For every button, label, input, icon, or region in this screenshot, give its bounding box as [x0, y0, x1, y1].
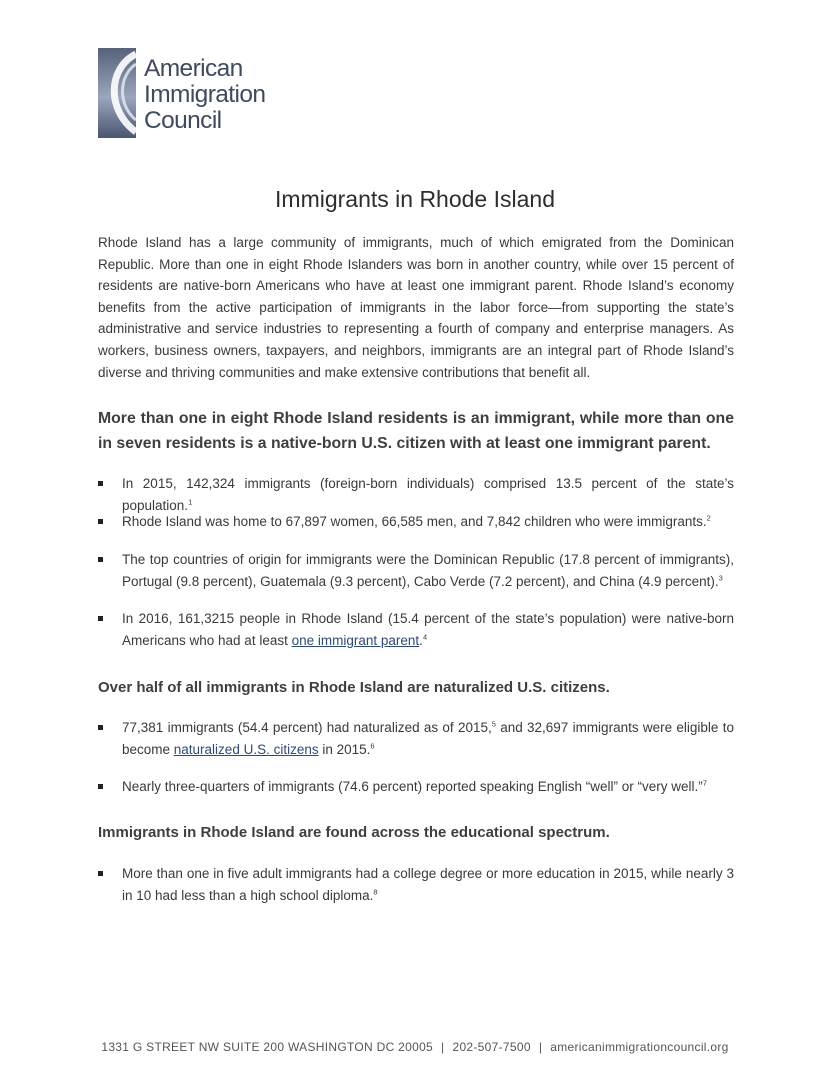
list-item — [98, 776, 734, 798]
footnote-ref[interactable]: 7 — [702, 778, 707, 788]
page-title: Immigrants in Rhode Island — [275, 186, 555, 212]
footnote-ref[interactable]: 6 — [370, 741, 375, 751]
footer-divider: | — [441, 1040, 445, 1054]
section-heading-education: Immigrants in Rhode Island are found across the educational spectrum. — [98, 824, 610, 841]
footnote-ref[interactable]: 2 — [706, 513, 711, 523]
logo-line-1: American — [144, 55, 243, 82]
footer-website-link[interactable]: americanimmigrationcouncil.org — [550, 1040, 729, 1054]
bullet-square-icon — [98, 725, 103, 730]
footer-address: 1331 G STREET NW SUITE 200 WASHINGTON DC 20005 — [101, 1040, 434, 1054]
immigrant-parent-link[interactable]: one immigrant parent — [291, 632, 420, 648]
footer-phone: 202-507-7500 — [452, 1040, 531, 1054]
bullet-square-icon — [98, 784, 103, 789]
footnote-ref[interactable]: 3 — [718, 573, 723, 583]
list-item — [98, 511, 734, 533]
logo-line-3: Council — [144, 107, 222, 134]
list-item — [98, 473, 734, 516]
page-footer — [0, 1040, 830, 1054]
bullet-square-icon — [98, 519, 103, 524]
section-heading-naturalization: Over half of all immigrants in Rhode Island are naturalized U.S. citizens. — [98, 679, 610, 696]
bullet-square-icon — [98, 557, 103, 562]
bullet-text-end: . — [419, 632, 423, 648]
list-item — [98, 717, 734, 760]
bullet-text: In 2016, 161,3215 people in Rhode Island (15.4 percent of the state’s population) were native-born Americans who had at least — [122, 611, 734, 648]
bullet-text: Rhode Island was home to 67,897 women, 66,585 men, and 7,842 children who were immigrants. — [122, 514, 707, 529]
bullet-text-mid: and 32,697 immigrants were eligible to become — [122, 720, 734, 757]
bullet-text: In 2015, 142,324 immigrants (foreign-born individuals) comprised 13.5 percent of the state’s population. — [122, 476, 734, 513]
intro-paragraph: Rhode Island has a large community of immigrants, much of which emigrated from the Dominican Republic. More than one in eight Rhode Islanders was born in another country, while over 15 percent of residents are native-born Americans who have at least one immigrant parent. Rhode Island’s economy benefits from the active participation of immigrants in the labor force—from supporting the state’s administrative and service industries to representing a fourth of company and enterprise managers. As workers, business owners, taxpayers, and neighbors, immigrants are an integral part of Rhode Island’s diverse and thriving communities and make extensive contributions that benefit all. — [98, 235, 734, 380]
list-item — [98, 863, 734, 906]
list-item — [98, 549, 734, 592]
logo-emblem-icon — [98, 48, 136, 138]
footnote-ref[interactable]: 4 — [422, 632, 428, 642]
footnote-ref[interactable]: 5 — [491, 719, 496, 729]
bullet-text: More than one in five adult immigrants had a college degree or more education in 2015, while nearly 3 in 10 had less than a high school diploma. — [122, 866, 734, 903]
footer-divider: | — [538, 1040, 543, 1054]
bullet-square-icon — [98, 616, 103, 621]
bullet-text: Nearly three-quarters of immigrants (74.6 percent) reported speaking English “well” or “very well.” — [122, 779, 703, 794]
bullet-text: 77,381 immigrants (54.4 percent) had naturalized as of 2015, — [122, 720, 492, 735]
footnote-ref[interactable]: 1 — [188, 497, 193, 507]
list-item — [98, 608, 734, 651]
logo-line-2: Immigration — [144, 81, 266, 108]
naturalized-citizens-link[interactable]: naturalized U.S. citizens — [173, 741, 319, 757]
bullet-square-icon — [98, 871, 103, 876]
aic-logo — [98, 48, 288, 138]
bullet-square-icon — [98, 481, 103, 486]
bullet-text: The top countries of origin for immigrants were the Dominican Republic (17.8 percent of immigrants), Portugal (9.8 percent), Guatemala (9.3 percent), Cabo Verde (7.2 percent), and China (4.9 percent). — [122, 552, 734, 589]
logo-wordmark — [144, 56, 265, 134]
section-heading-population: More than one in eight Rhode Island residents is an immigrant, while more than one in seven residents is a native-born U.S. citizen with at least one immigrant parent. — [98, 410, 734, 452]
footnote-ref[interactable]: 8 — [373, 887, 378, 897]
bullet-text-end: in 2015. — [318, 741, 371, 757]
